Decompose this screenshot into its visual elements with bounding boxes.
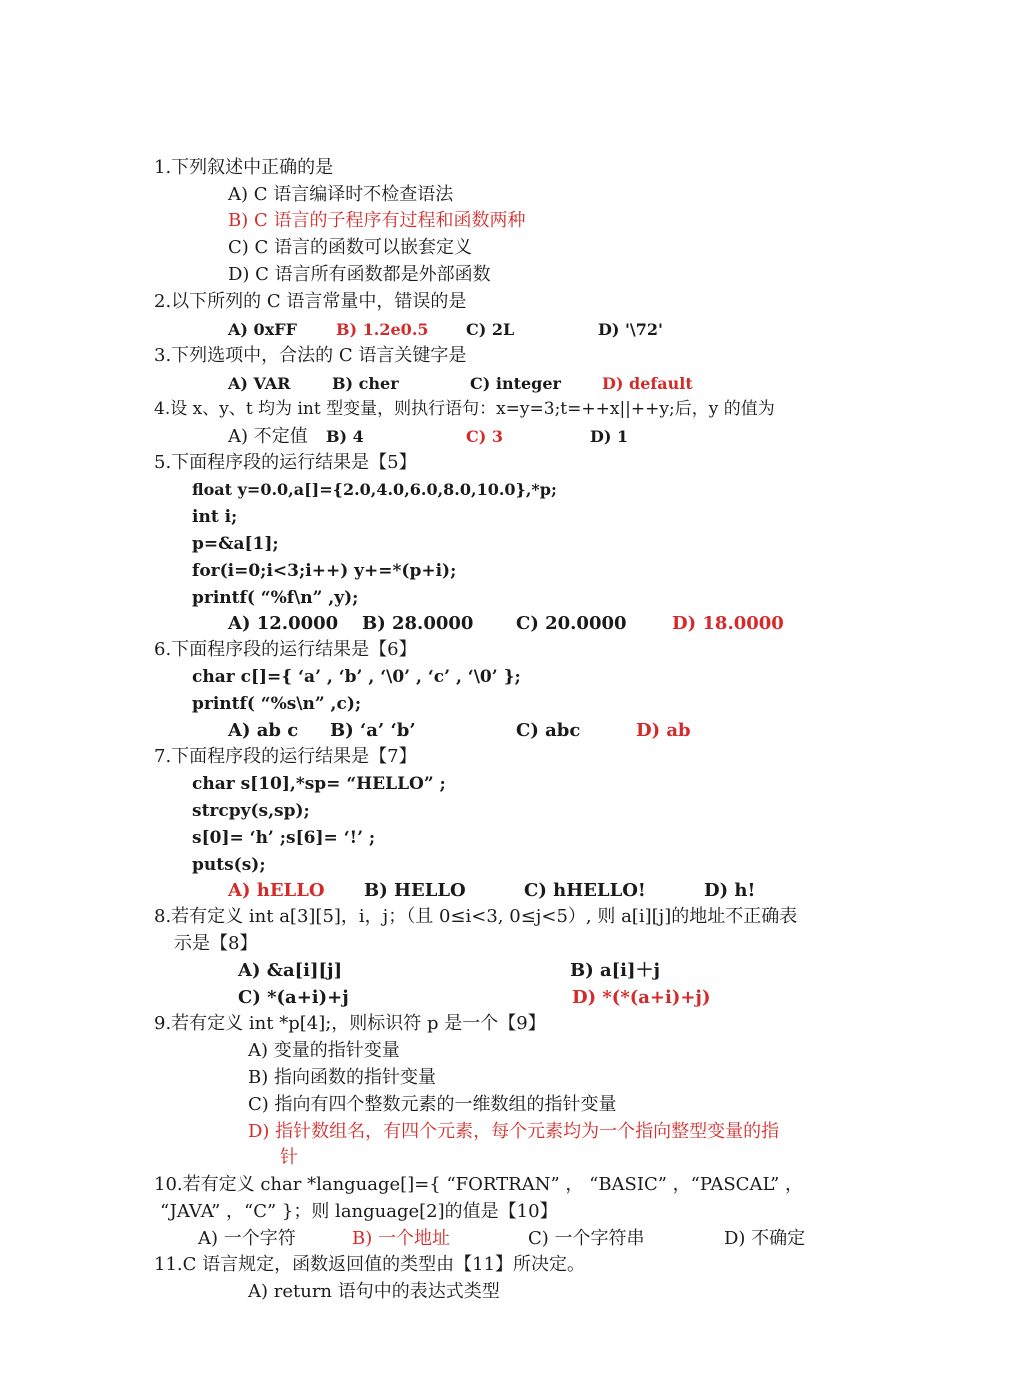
q8-option-d-answer: D) *(*(a+i)+j)	[572, 987, 711, 1008]
question-4-stem: 4.设 x、y、t 均为 int 型变量，则执行语句：x=y=3;t=++x||++y;后，y 的值为	[154, 399, 775, 419]
q1-option-d: D) C 语言所有函数都是外部函数	[228, 264, 491, 285]
q6-option-c: C) abc	[516, 720, 581, 741]
q10-option-c: C) 一个字符串	[528, 1228, 645, 1249]
q6-code-line-1: char c[]={ ‘a’ , ‘b’ , ‘\0’ , ‘c’ , ‘\0’ };	[192, 667, 521, 687]
q9-option-d-answer: D) 指针数组名，有四个元素，每个元素均为一个指向整型变量的指	[248, 1121, 780, 1142]
q5-code-line-2: int i;	[192, 507, 238, 527]
q4-option-d: D) 1	[590, 427, 629, 446]
q6-option-d-answer: D) ab	[636, 720, 691, 741]
q10-option-b-answer: B) 一个地址	[352, 1228, 450, 1249]
q5-option-c: C) 20.0000	[516, 613, 627, 634]
q6-option-a: A) ab c	[228, 720, 299, 741]
q6-code-line-2: printf( “%s\n” ,c);	[192, 694, 362, 714]
q11-option-a: A) return 语句中的表达式类型	[248, 1281, 500, 1302]
q5-code-line-1: float y=0.0,a[]={2.0,4.0,6.0,8.0,10.0},*p;	[192, 480, 557, 499]
q4-option-a: A) 不定值	[228, 426, 308, 447]
q5-option-d-answer: D) 18.0000	[672, 613, 784, 634]
q9-option-b: B) 指向函数的指针变量	[248, 1067, 436, 1088]
q3-option-a: A) VAR	[228, 374, 291, 393]
q7-option-b: B) HELLO	[364, 880, 466, 901]
question-8-stem-line-2: 示是【8】	[174, 933, 258, 954]
q5-code-line-4: for(i=0;i<3;i++) y+=*(p+i);	[192, 561, 457, 581]
q1-option-c: C) C 语言的函数可以嵌套定义	[228, 237, 473, 258]
question-1-stem: 1.下列叙述中正确的是	[154, 157, 334, 178]
q3-option-b: B) cher	[332, 374, 399, 393]
question-3-stem: 3.下列选项中，合法的 C 语言关键字是	[154, 345, 467, 366]
q9-option-c: C) 指向有四个整数元素的一维数组的指针变量	[248, 1094, 617, 1115]
question-8-stem-line-1: 8.若有定义 int a[3][5]，i，j；（且 0≤i<3, 0≤j<5）, 则 a[i][j]的地址不正确表	[154, 906, 798, 927]
q5-option-a: A) 12.0000	[228, 613, 339, 634]
q7-code-line-2: strcpy(s,sp);	[192, 801, 310, 821]
q7-code-line-3: s[0]= ‘h’ ;s[6]= ‘!’ ;	[192, 828, 376, 848]
q10-option-d: D) 不确定	[724, 1228, 806, 1249]
q2-option-d: D) '\72'	[598, 320, 663, 339]
q8-option-a: A) &a[i][j]	[238, 960, 343, 981]
question-9-stem: 9.若有定义 int *p[4];，则标识符 p 是一个【9】	[154, 1013, 546, 1034]
q6-option-b: B) ‘a’ ‘b’	[330, 720, 416, 741]
q9-option-d-continued: 针	[280, 1147, 298, 1168]
q9-option-a: A) 变量的指针变量	[248, 1040, 400, 1061]
question-7-stem: 7.下面程序段的运行结果是【7】	[154, 746, 417, 767]
q3-option-d-answer: D) default	[602, 374, 693, 393]
q1-option-a: A) C 语言编译时不检查语法	[228, 184, 454, 205]
q2-option-a: A) 0xFF	[228, 320, 297, 339]
q7-option-d: D) h!	[704, 880, 756, 901]
q2-option-b-answer: B) 1.2e0.5	[336, 320, 429, 339]
question-10-stem-line-1: 10.若有定义 char *language[]={ “FORTRAN” ， “BASIC” ，“PASCAL” ，	[154, 1174, 804, 1195]
q5-code-line-3: p=&a[1];	[192, 534, 279, 554]
q4-option-c-answer: C) 3	[466, 427, 504, 446]
q4-option-b: B) 4	[326, 427, 364, 446]
q1-option-b-answer: B) C 语言的子程序有过程和函数两种	[228, 210, 526, 231]
q3-option-c: C) integer	[470, 374, 561, 393]
question-10-stem-line-2: “JAVA” ，“C” }；则 language[2]的值是【10】	[160, 1201, 558, 1222]
question-6-stem: 6.下面程序段的运行结果是【6】	[154, 639, 417, 660]
q5-code-line-5: printf( “%f\n” ,y);	[192, 588, 359, 608]
q8-option-b: B) a[i]＋j	[570, 960, 661, 981]
q8-option-c: C) *(a+i)+j	[238, 987, 349, 1008]
question-11-stem: 11.C 语言规定，函数返回值的类型由【11】所决定。	[154, 1254, 586, 1275]
q7-code-line-4: puts(s);	[192, 855, 266, 875]
q7-option-a-answer: A) hELLO	[228, 880, 325, 901]
q10-option-a: A) 一个字符	[198, 1228, 296, 1249]
q7-code-line-1: char s[10],*sp= “HELLO” ;	[192, 774, 446, 794]
q7-option-c: C) hHELLO!	[524, 880, 646, 901]
question-2-stem: 2.以下所列的 C 语言常量中，错误的是	[154, 291, 467, 312]
q2-option-c: C) 2L	[466, 320, 515, 339]
question-5-stem: 5.下面程序段的运行结果是【5】	[154, 452, 417, 473]
q5-option-b: B) 28.0000	[362, 613, 474, 634]
